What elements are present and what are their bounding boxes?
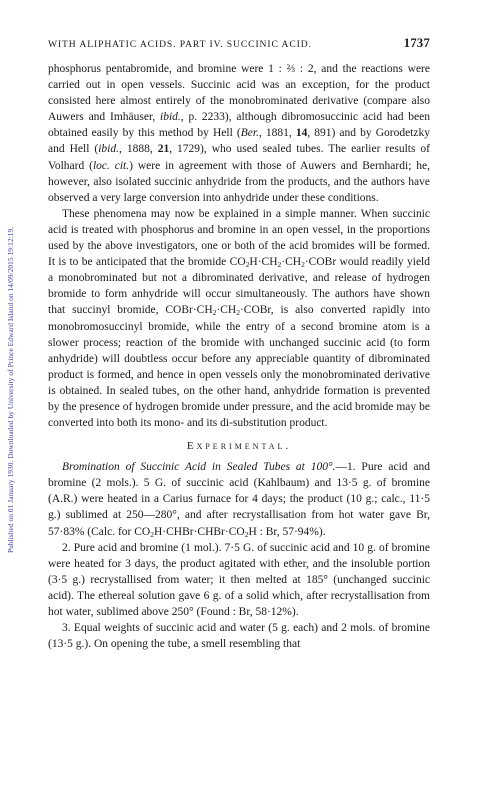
p2-text-d: ·COBr would readily yield a monobrominated but not a dibrominated derivative, and release of hydrogen bromide to form anhydride will occur simultaneously. The authors have shown that succinyl bromide, COBr·CH xyxy=(48,256,430,317)
paragraph-1 xyxy=(48,61,430,206)
e1-sub: 2 xyxy=(244,529,249,539)
section-heading-experimental: Experimental. xyxy=(186,440,292,453)
p1-ibid: ibid. xyxy=(160,111,181,124)
p2-text-c: ·CH xyxy=(281,256,302,269)
p1-text-e: , 1888, xyxy=(118,143,158,156)
e1-text-b: H·CHBr·CHBr·CO xyxy=(153,525,245,538)
p2-text-b: H·CH xyxy=(249,256,278,269)
page-number: 1737 xyxy=(403,36,430,50)
p2-text-e: ·CH xyxy=(216,304,237,317)
p1-text-b: , p. 2233), although dibromosuccinic acid had been obtained easily by this method by Hell ( xyxy=(48,111,430,140)
p1-text-g: ) were in agreement with those of Auwers and Bernhardi; he, however, also isolated succinic anhydride from the products, and the authors have observed a very large conversion into anhydride under these conditions. xyxy=(48,159,431,204)
p2-text-f: ·COBr, is also converted rapidly into monobromosuccinyl bromide, while the entry of a second bromine atom is a slower process; reaction of the bromide with unchanged succinic acid (to form anhydride) will doubtless occur before any appreciable quantity of dibrominated product is formed, and hence in open vessels only the monobrominated derivative is obtained. In sealed tubes, on the other hand, anhydride formation is prevented by the presence of hydrogen bromide under pressure, and the acid bromide may be converted into both its mono- and its di-substitution product. xyxy=(48,304,430,430)
p2-sub: 2 xyxy=(245,260,250,270)
p2-sub: 2 xyxy=(277,260,282,270)
p2-text-a: These phenomena may now be explained in a simple manner. When succinic acid is treated with phosphorus and bromine in an open vessel, in the proportions used by the above investigators, one or both of the acid bromides will be formed. It is to be anticipated that the bromide CO xyxy=(48,207,430,269)
p1-loc-cit: loc. cit. xyxy=(92,159,130,172)
p1-ibid2: ibid. xyxy=(98,143,119,156)
experimental-subhead: Bromination of Succinic Acid in Sealed Tubes at 100°. xyxy=(62,461,336,474)
e1-text-a: —1. Pure acid and bromine (2 mols.). 5 G. of succinic acid (Kahlbaum) and 13·5 g. of bromine (A.R.) were heated in a Carius furnace for 4 days; the product (10 g.; calc., 11·5 g.) sublimed at 250—280°, and after recrystallisation from hot water gave Br, 57·83% (Calc. for CO xyxy=(48,461,430,538)
p1-vol2: 21 xyxy=(157,143,170,156)
p1-text-f: , 1729), who used sealed tubes. The earlier results of Volhard ( xyxy=(48,143,431,172)
experimental-paragraph-2: 2. Pure acid and bromine (1 mol.). 7·5 G. of succinic acid and 10 g. of bromine were heated for 3 days, the product agitated with ether, and the insoluble portion (3·5 g.) recrystallised from water; it then melted at 185° (unchanged succinic acid). The ethereal solution gave 6 g. of a solid which, after recrystallisation from hot water, sublimed above 250° (Found : Br, 58·12%). xyxy=(48,541,430,618)
running-header xyxy=(48,36,430,51)
experimental-paragraph-3: 3. Equal weights of succinic acid and water (5 g. each) and 2 mols. of bromine (13·5 g.). On opening the tube, a smell resembling that xyxy=(48,622,430,651)
p1-text-d: , 891) and by Gorodetzky and Hell ( xyxy=(48,127,430,156)
p2-sub: 2 xyxy=(212,308,217,318)
p1-text: phosphorus pentabromide, and bromine were 1 : ⅔ : 2, and the reactions were carried out in open vessels. Succinic acid was an exception, for the product consisted here almost entirely of the monobrominated derivative (compare also Auwers and Imhäuser, xyxy=(48,63,430,124)
e1-text-c: H : Br, 57·94%). xyxy=(248,525,326,538)
p1-vol1: 14 xyxy=(295,127,308,140)
paragraph-2 xyxy=(48,206,430,431)
page-body xyxy=(48,36,430,652)
p2-sub: 2 xyxy=(236,308,240,318)
p2-sub: 2 xyxy=(301,260,305,270)
publication-side-note: Published on 01 January 1930. Downloaded by University of Prince Edward Island on 14/09/2015 19:12:19. xyxy=(6,226,15,554)
running-title: WITH ALIPHATIC ACIDS. PART IV. SUCCINIC ACID. xyxy=(48,39,312,50)
experimental-paragraph-1 xyxy=(48,459,430,539)
e1-sub: 2 xyxy=(150,529,154,539)
p1-ber: Ber. xyxy=(240,127,259,140)
p1-text-c: , 1881, xyxy=(258,127,296,140)
